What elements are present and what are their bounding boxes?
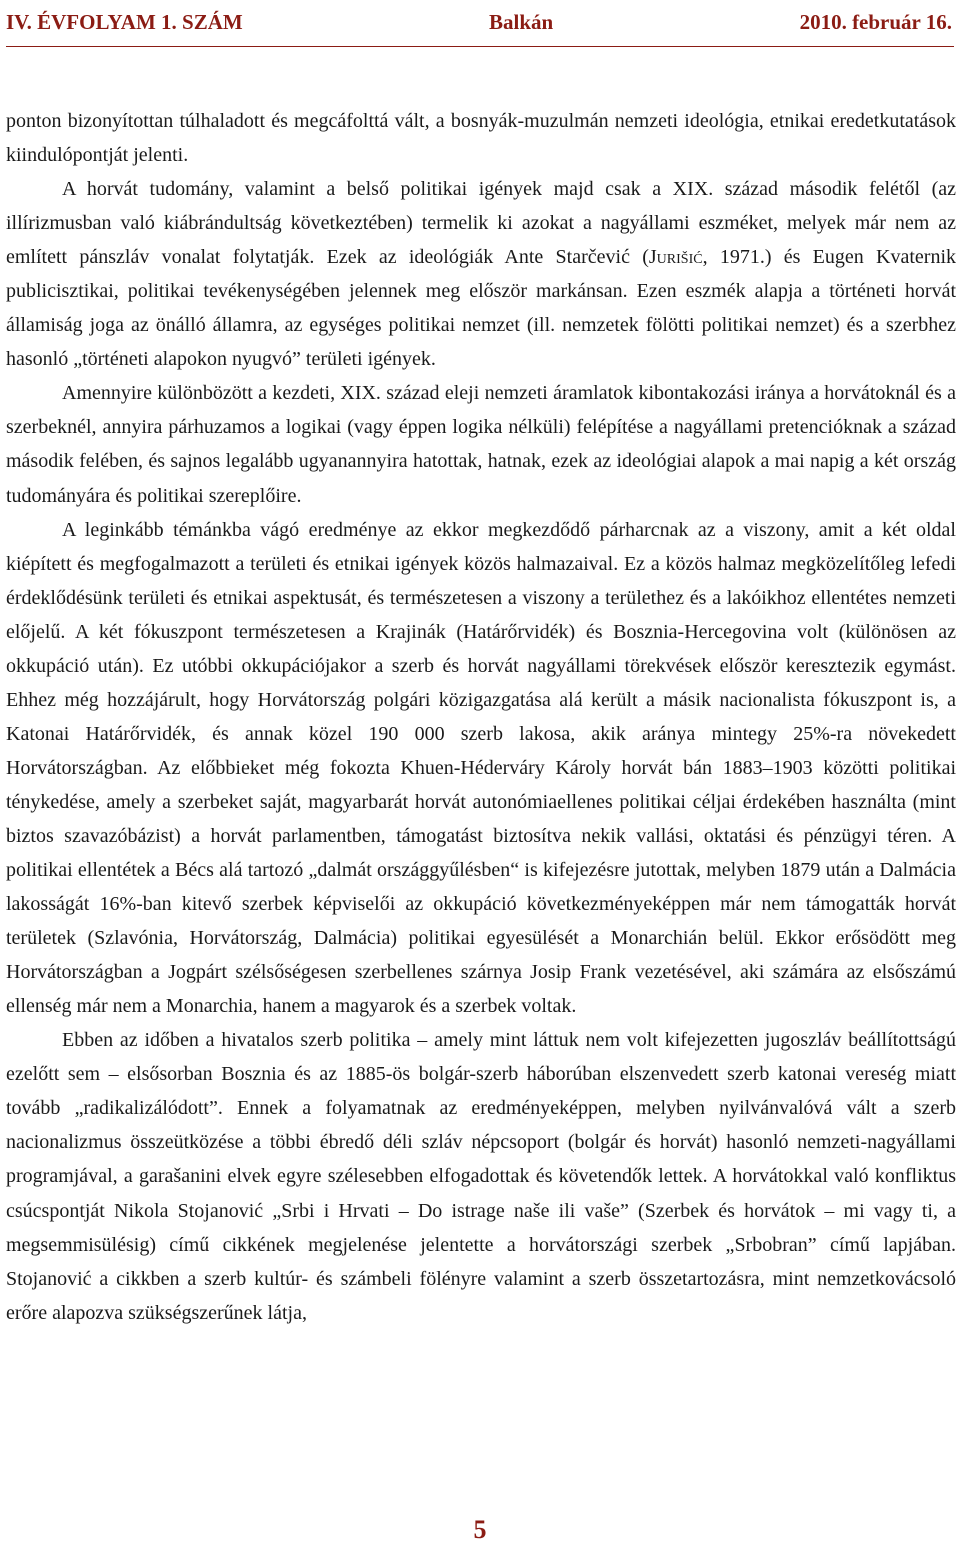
page-number: 5 (473, 1515, 487, 1544)
paragraph-5: Ebben az időben a hivatalos szerb politika – amely mint láttuk nem volt kifejezetten jugoszláv beállítottságú ezelőtt sem – elsősorban Bosznia és az 1885-ös bolgár-szerb háborúban elszenvedett szerb katonai vereség miatt tovább „radikalizálódott”. Ennek a folyamatnak az eredményeképpen, melyben nyilvánvalóvá vált a szerb nacionalizmus összeütközése a többi ébredő déli szláv népcsoport (bolgár és horvát) hasonló nemzeti-nagyállami programjával, a garašanini elvek egyre szélesebben elfogadottak és követendők lettek. A horvátokkal való konfliktus csúcspontját Nikola Stojanović „Srbi i Hrvati – Do istrage naše ili vaše” (Szerbek és horvátok – mi vagy ti, a megsemmisülésig) című cikkének megjelenése jelentette a horvátországi szerbek „Srbobran” című lapjában. Stojanović a cikkben a szerb kultúr- és számbeli fölényre valamint a szerb összetartozásra, mint nemzetkovácsoló erőre alapozva szükségszerűnek látja, (6, 1029, 956, 1324)
paragraph-3: Amennyire különbözött a kezdeti, XIX. század eleji nemzeti áramlatok kibontakozási iránya a horvátoknál és a szerbeknél, annyira párhuzamos a logikai (vagy éppen logika nélküli) felépítése a nagyállami pretencióknak a század második felében, és sajnos legalább ugyanannyira hatottak, hatnak, ezek az ideológiai alapok a mai napig a két ország tudományára és politikai szereplőire. (6, 382, 956, 507)
paragraph-2 (6, 172, 956, 376)
header-volume: IV. ÉVFOLYAM 1. SZÁM (6, 9, 243, 34)
paragraph-4: A leginkább témánkba vágó eredménye az ekkor megkezdődő párharcnak az a viszony, amit a két oldal kiépített és megfogalmazott a területi és etnikai igények közös halmazaival. Ez a közös halmaz megközelítőleg lefedi érdeklődésünk területi és etnikai aspektusát, és természetesen a viszony a területhez és a lakóikhoz ellentétes nemzeti előjelű. A két fókuszpont természetesen a Krajinák (Határőrvidék) és Bosznia-Hercegovina volt (különösen az okkupáció után). Ez utóbbi okkupációjakor a szerb és horvát nagyállami törekvések először keresztezik egymást. Ehhez még hozzájárult, hogy Horvátország polgári közigazgatása alá került a másik nacionalista fókuszpont is, a Katonai Határőrvidék, és annak közel 190 000 szerb lakosa, akik aránya mintegy 25%-ra növekedett Horvátországban. Az előbbieket még fokozta Khuen-Héderváry Károly horvát bán 1883–1903 közötti politikai ténykedése, amely a szerbeket saját, magyarbarát horvát autonómiaellenes politikai céljai érdekében használta (mint biztos szavazóbázist) a horvát parlamentben, támogatást biztosítva nekik vallási, oktatási és pénzügyi téren. A politikai ellentétek a Bécs alá tartozó „dalmát országgyűlésben“ is kifejezésre jutottak, melyben 1879 után a Dalmácia lakosságát 16%-ban kitevő szerbek képviselői az okkupáció következményeképpen már nem támogatták horvát területek (Szlavónia, Horvátország, Dalmácia) politikai egyesülését a Monarchián belül. Ekkor erősödött meg Horvátországban a Jogpárt szélsőségesen szerbellenes szárnya Josip Frank vezetésével, aki számára az elsőszámú ellenség már nem a Monarchia, hanem a magyarok és a szerbek voltak. (6, 518, 956, 1018)
article-body (6, 104, 956, 1330)
page-header (0, 0, 960, 44)
header-date: 2010. február 16. (799, 9, 952, 34)
header-divider (6, 46, 954, 47)
paragraph-2-before: A horvát tudomány, valamint a belső politikai igények majd csak a XIX. század második felétől (az illírizmusban való kiábrándultság következtében) termelik ki azokat a nagyállami eszméket, melyek már nem az említett pánszláv vonalat folytatják. Ezek az ideológiák Ante Starčević ( (6, 178, 956, 269)
paragraph-1: ponton bizonyítottan túlhaladott és megcáfolttá vált, a bosnyák-muzulmán nemzeti ideológia, etnikai eredetkutatások kiindulópontját jelenti. (6, 110, 956, 167)
header-section: Balkán (489, 9, 554, 34)
citation-author: Jurišić (648, 246, 703, 269)
paragraph-2-after: , 1971.) és Eugen Kvaternik publicisztikai, politikai tevékenységében jelennek meg először markánsan. Ezen eszmék alapja a történeti horvát államiság joga az önálló államra, az egységes politikai nemzet (ill. nemzetek fölötti politikai nemzet) és a szerbhez hasonló „történeti alapokon nyugvó” területi igények. (6, 246, 956, 371)
